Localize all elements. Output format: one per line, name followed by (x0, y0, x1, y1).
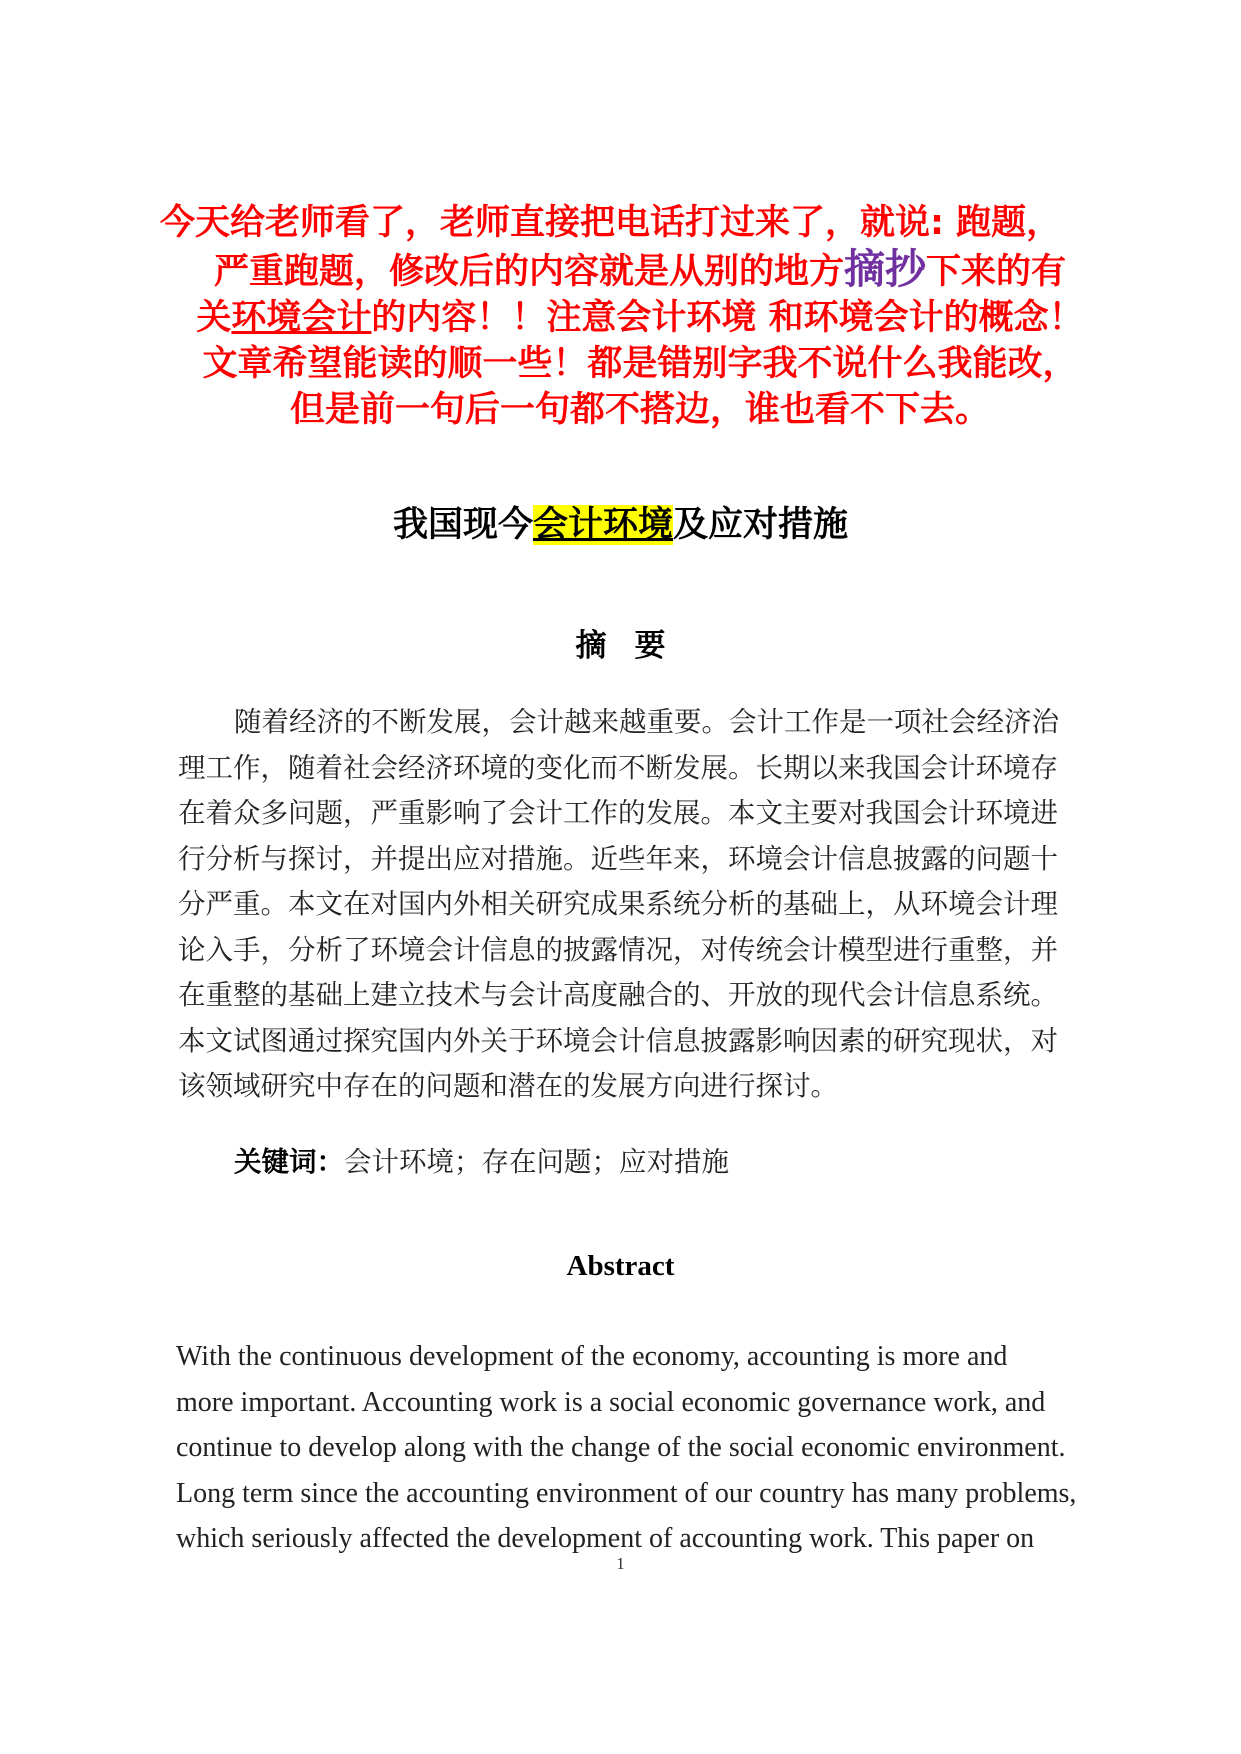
abstract-cn-line: 在着众多问题，严重影响了会计工作的发展。本文主要对我国会计环境进 (178, 797, 1058, 829)
note-line-2 (160, 246, 1120, 295)
note-line-5: 但是前一句后一句都不搭边，谁也看不下去。 (289, 390, 990, 430)
abstract-en-line: which seriously affected the development of accounting work. This paper on (176, 1523, 1035, 1554)
abstract-cn-body (178, 700, 1118, 1110)
note-purple-emphasis: 摘抄 (844, 245, 926, 293)
abstract-cn-line: 本文试图通过探究国内外关于环境会计信息披露影响因素的研究现状，对 (178, 1024, 1058, 1057)
paper-title (0, 502, 1241, 548)
abstract-cn-line: 随着经济的不断发展，会计越来越重要。会计工作是一项社会经济治 (234, 706, 1059, 738)
abstract-cn-line: 分严重。本文在对国内外相关研究成果系统分析的基础上，从环境会计理 (178, 888, 1058, 920)
note-line-3 (160, 295, 1120, 341)
note-underlined-term: 环境会计 (231, 298, 372, 338)
page-number: 1 (616, 1554, 625, 1573)
note-line-2-text-a: 严重跑题，修改后的内容就是从别的地方 (213, 252, 844, 292)
abstract-cn-line: 行分析与探讨，并提出应对措施。近些年来，环境会计信息披露的问题十 (178, 842, 1058, 875)
note-line-2-text-c: 下来的有 (926, 252, 1067, 292)
abstract-cn-line: 论入手，分析了环境会计信息的披露情况，对传统会计模型进行重整，并 (178, 933, 1058, 966)
note-line-4: 文章希望能读的顺一些！都是错别字我不说什么我能改， (202, 344, 1078, 384)
abstract-cn-line: 理工作，随着社会经济环境的变化而不断发展。长期以来我国会计环境存 (178, 751, 1058, 784)
abstract-en-line: more important. Accounting work is a social economic governance work, and (176, 1386, 1046, 1418)
abstract-en-line: Long term since the accounting environment of our country has many problems, (176, 1477, 1077, 1509)
note-line-1: 今天给老师看了，老师直接把电话打过来了，就说: 跑题， (160, 203, 1062, 243)
title-before: 我国现今 (392, 505, 533, 545)
abstract-en-line: With the continuous development of the economy, accounting is more and (176, 1341, 1008, 1372)
abstract-en-line: continue to develop along with the change of the social economic environment. (176, 1432, 1066, 1463)
keywords-value: 会计环境；存在问题；应对措施 (344, 1146, 729, 1178)
title-after: 及应对措施 (673, 505, 849, 545)
abstract-cn-line: 该领域研究中存在的问题和潜在的发展方向进行探讨。 (178, 1070, 838, 1102)
teacher-feedback-note (160, 200, 1120, 433)
abstract-en-body (176, 1334, 1136, 1562)
abstract-cn-line: 在重整的基础上建立技术与会计高度融合的、开放的现代会计信息系统。 (178, 979, 1058, 1011)
title-highlighted-term: 会计环境 (532, 505, 673, 545)
keywords (234, 1142, 729, 1182)
keywords-label: 关键词： (234, 1146, 344, 1178)
abstract-en-heading: Abstract (566, 1250, 675, 1282)
note-line-3-text-a: 关 (196, 298, 232, 338)
note-line-3-text-c: 的内容！！注意会计环境 和环境会计的概念！ (371, 298, 1084, 338)
abstract-cn-heading: 摘要 (575, 628, 694, 664)
